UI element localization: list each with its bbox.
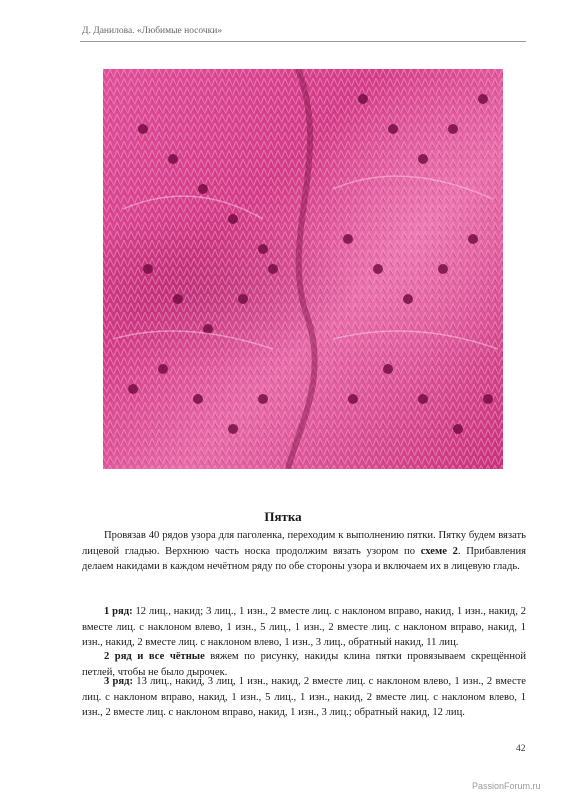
row2-text: вяжем по рисунку, накиды клина пятки провязываем скрещённой петлей, чтобы не было дырочек. bbox=[82, 651, 526, 678]
row1-paragraph bbox=[82, 604, 526, 651]
intro-text-b: . Прибавления делаем накидами в каждом нечётном ряду по обе стороны узора и включаем их в лицевую гладь. bbox=[82, 545, 526, 572]
intro-text-a: Провязав 40 рядов узора для паголенка, переходим к выполнению пятки. Пятку будем вязать лицевой гладью. Верхнюю часть носка продолжим вязать узором по bbox=[82, 530, 526, 557]
header-divider bbox=[80, 41, 526, 42]
row1-text: 12 лиц., накид; 3 лиц., 1 изн., 2 вместе лиц. с наклоном вправо, накид, 1 изн., накид, 2 вместе лиц. с наклоном влево, 1 изн., 5 лиц., 1 изн., 2 вместе лиц. с наклоном вправо, накид, 1 изн., накид, 2 вместе лиц. с наклоном влево, 1 изн., 3 лиц., обратный накид, 11 лиц. bbox=[82, 606, 526, 648]
row3-paragraph bbox=[82, 674, 526, 721]
section-heading: Пятка bbox=[264, 509, 302, 524]
knitting-photo bbox=[103, 69, 503, 469]
row2-label: 2 ряд и все чётные bbox=[104, 651, 205, 662]
schema-reference: схеме 2 bbox=[420, 545, 458, 557]
row1-label: 1 ряд: bbox=[104, 606, 133, 617]
intro-paragraph bbox=[82, 528, 526, 575]
running-header: Д. Данилова. «Любимые носочки» bbox=[82, 26, 223, 36]
row3-text: 13 лиц., накид, 3 лиц, 1 изн., накид, 2 вместе лиц. с наклоном влево, 1 изн., 2 вместе лиц. с наклоном вправо, накид, 1 изн., 5 лиц., 1 изн., накид, 2 вместе лиц. с наклоном влево, 1 изн., 2 вместе лиц. с наклоном вправо, накид, 1 изн., 3 лиц.; обратный накид, 12 лиц. bbox=[82, 676, 526, 718]
page-number: 42 bbox=[516, 744, 526, 754]
row3-label: 3 ряд: bbox=[104, 676, 134, 687]
watermark: PassionForum.ru bbox=[472, 781, 541, 791]
lace-pattern-graphic bbox=[103, 69, 503, 469]
